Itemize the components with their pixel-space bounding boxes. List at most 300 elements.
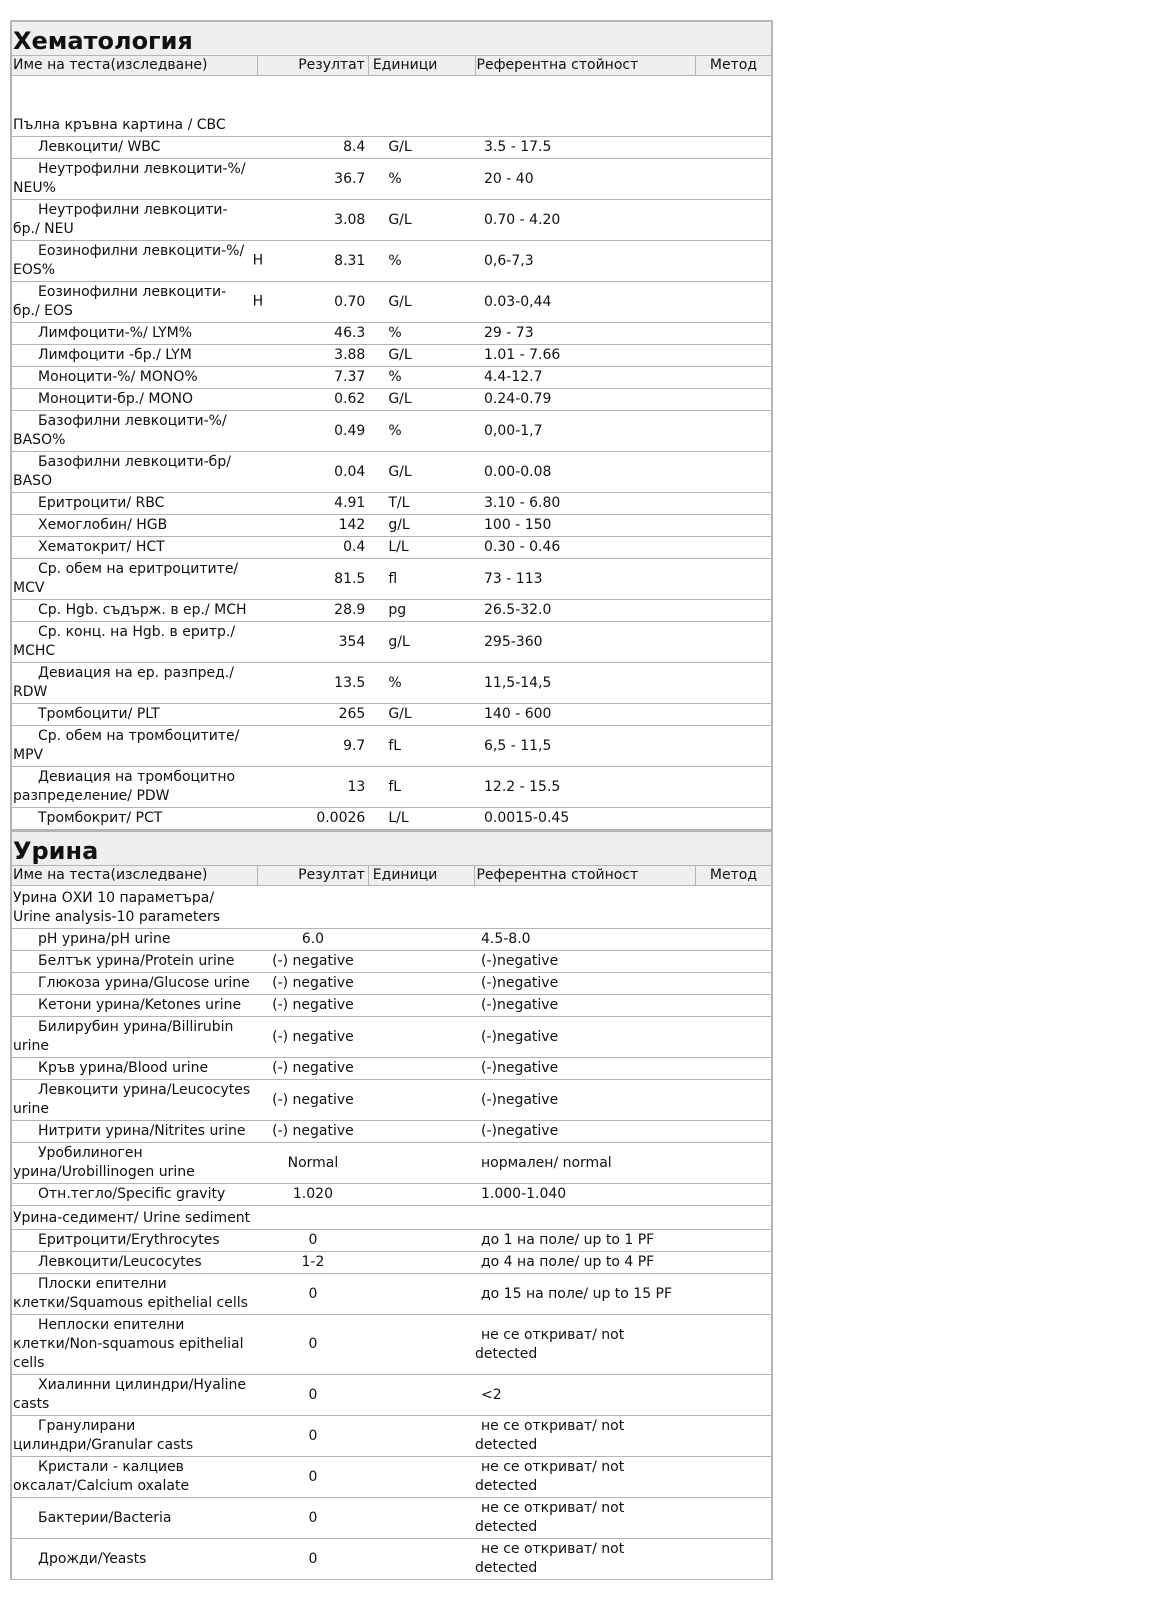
unit-value — [368, 1230, 475, 1252]
result-value: 0 — [258, 1416, 369, 1457]
reference-range: 0.30 - 0.46 — [475, 537, 695, 559]
result-text: 4.91 — [334, 495, 366, 511]
result-value — [258, 452, 369, 493]
unit-value: G/L — [368, 389, 475, 411]
result-value: 6.0 — [258, 929, 369, 951]
test-name — [11, 1121, 258, 1143]
unit-value — [368, 1416, 475, 1457]
result-value: (-) negative — [258, 1080, 369, 1121]
test-name-line: MCV — [13, 580, 45, 596]
reference-range: 73 - 113 — [475, 559, 695, 600]
test-name — [11, 622, 258, 663]
reference-range: 3.5 - 17.5 — [475, 137, 695, 159]
test-name — [11, 995, 258, 1017]
unit-value: G/L — [368, 200, 475, 241]
method-value — [695, 951, 772, 973]
result-text: 28.9 — [334, 602, 366, 618]
test-name — [11, 367, 258, 389]
col-header-units: Единици — [368, 56, 475, 76]
col-header-result: Резултат — [258, 866, 369, 886]
result-text: 0.4 — [343, 539, 366, 555]
test-name-line: Неплоски епителни — [38, 1317, 185, 1333]
group-label-line1: Урина ОХИ 10 параметъра/ — [13, 890, 215, 906]
result-text: 36.7 — [334, 170, 366, 187]
result-value: 0 — [258, 1274, 369, 1315]
reference-range — [475, 1017, 695, 1058]
method-value — [695, 323, 772, 345]
abnormal-flag: H — [252, 293, 264, 310]
table-row — [11, 282, 772, 323]
test-name-line: cells — [13, 1355, 45, 1371]
test-name-line: урина/Urobillinogen urine — [13, 1164, 195, 1180]
test-name — [11, 323, 258, 345]
unit-value: g/L — [368, 622, 475, 663]
unit-value: G/L — [368, 452, 475, 493]
result-value — [258, 137, 369, 159]
table-row — [11, 389, 772, 411]
test-name — [11, 808, 258, 830]
test-name — [11, 726, 258, 767]
col-header-name: Име на теста(изследване) — [11, 56, 258, 76]
test-name-line: Ср. Hgb. съдърж. в ер./ MCH — [38, 602, 247, 618]
reference-line: (-)negative — [480, 1028, 559, 1045]
test-name-line: Кръв урина/Blood urine — [38, 1060, 209, 1076]
test-name-line: Базофилни левкоцити-%/ — [38, 413, 227, 429]
reference-range — [475, 1375, 695, 1416]
test-name-line: Глюкоза урина/Glucose urine — [38, 975, 250, 991]
method-value — [695, 767, 772, 808]
test-name-line: Неутрофилни левкоцити- — [38, 202, 228, 218]
test-name — [11, 951, 258, 973]
reference-range — [475, 995, 695, 1017]
reference-range: 3.10 - 6.80 — [475, 493, 695, 515]
unit-value: % — [368, 367, 475, 389]
result-value — [258, 808, 369, 830]
reference-range — [475, 1457, 695, 1498]
reference-line: detected — [474, 1437, 538, 1453]
test-name-line: Белтък урина/Protein urine — [38, 953, 235, 969]
table-row — [11, 1539, 772, 1580]
group-label-line2: Urine analysis-10 parameters — [13, 909, 221, 925]
test-name — [11, 1184, 258, 1206]
table-row — [11, 323, 772, 345]
hematology-table — [10, 20, 773, 830]
method-value — [695, 1416, 772, 1457]
test-name — [11, 767, 258, 808]
test-name-line: Хемоглобин/ HGB — [38, 517, 168, 533]
reference-range: 29 - 73 — [475, 323, 695, 345]
result-text: 0.0026 — [316, 810, 366, 826]
table-row — [11, 537, 772, 559]
result-value: 1-2 — [258, 1252, 369, 1274]
reference-range — [475, 1230, 695, 1252]
unit-value: G/L — [368, 137, 475, 159]
test-name — [11, 1017, 258, 1058]
reference-line: до 4 на поле/ up to 4 PF — [480, 1254, 655, 1270]
column-header-row — [11, 56, 772, 76]
test-name — [11, 1498, 258, 1539]
table-row — [11, 367, 772, 389]
result-value — [252, 282, 369, 323]
test-name — [11, 241, 258, 282]
table-row — [11, 411, 772, 452]
test-name-line: Нитрити урина/Nitrites urine — [38, 1123, 246, 1139]
test-name-line: Тромбокрит/ PCT — [38, 810, 163, 826]
test-name — [11, 345, 258, 367]
test-name-line: urine — [13, 1101, 50, 1117]
result-value — [258, 367, 369, 389]
test-name — [11, 1230, 258, 1252]
reference-range: 0.0015-0.45 — [475, 808, 695, 830]
table-row — [11, 1457, 772, 1498]
result-value: (-) negative — [258, 951, 369, 973]
table-row — [11, 929, 772, 951]
reference-range — [475, 1252, 695, 1274]
reference-range: 0,6-7,3 — [475, 241, 695, 282]
test-name — [11, 411, 258, 452]
result-text: 0.04 — [334, 463, 366, 480]
method-value — [695, 995, 772, 1017]
col-header-method: Метод — [695, 56, 772, 76]
test-name-line: Девиация на тромбоцитно — [38, 769, 236, 785]
test-name-line: Еозинофилни левкоцити-%/ — [38, 243, 245, 259]
test-name-line: Бактерии/Bacteria — [38, 1509, 172, 1526]
column-header-row — [11, 866, 772, 886]
result-value — [258, 559, 369, 600]
result-value — [258, 200, 369, 241]
reference-range — [475, 1498, 695, 1539]
reference-range — [475, 929, 695, 951]
table-row — [11, 600, 772, 622]
test-name-line: Ср. обем на тромбоцитите/ — [38, 728, 240, 744]
result-value: 0 — [258, 1315, 369, 1375]
test-name-line: бр./ NEU — [13, 221, 74, 237]
test-name-line: casts — [13, 1396, 50, 1412]
table-row — [11, 493, 772, 515]
col-header-units: Единици — [368, 866, 475, 886]
result-value — [258, 704, 369, 726]
method-value — [695, 1230, 772, 1252]
table-row — [11, 1375, 772, 1416]
method-value — [695, 1143, 772, 1184]
test-name-line: Билирубин урина/Billirubin — [38, 1019, 234, 1035]
result-value: (-) negative — [258, 1058, 369, 1080]
method-value — [695, 452, 772, 493]
result-text: 46.3 — [334, 325, 366, 341]
result-value: (-) negative — [258, 995, 369, 1017]
method-value — [695, 704, 772, 726]
reference-line: detected — [474, 1519, 538, 1535]
method-value — [695, 493, 772, 515]
reference-line: detected — [474, 1478, 538, 1494]
reference-line: <2 — [480, 1386, 502, 1403]
result-value — [258, 515, 369, 537]
test-name — [11, 559, 258, 600]
result-value — [258, 537, 369, 559]
unit-value — [368, 1274, 475, 1315]
result-value: 1.020 — [258, 1184, 369, 1206]
result-value: 0 — [258, 1539, 369, 1580]
col-header-reference: Референтна стойност — [475, 866, 695, 886]
result-value — [258, 159, 369, 200]
unit-value — [368, 1080, 475, 1121]
test-name — [11, 159, 258, 200]
result-text: 13 — [347, 778, 366, 795]
unit-value: % — [368, 663, 475, 704]
unit-value — [368, 1457, 475, 1498]
test-name — [11, 537, 258, 559]
unit-value: g/L — [368, 515, 475, 537]
group-label: Урина-седимент/ Urine sediment — [11, 1206, 772, 1230]
result-value — [258, 622, 369, 663]
method-value — [695, 1080, 772, 1121]
reference-range: 0.70 - 4.20 — [475, 200, 695, 241]
reference-line: 4.5-8.0 — [480, 931, 531, 947]
table-row — [11, 767, 772, 808]
test-name-line: urine — [13, 1038, 50, 1054]
test-name — [11, 1080, 258, 1121]
table-row — [11, 1230, 772, 1252]
reference-line: detected — [474, 1345, 538, 1362]
result-text: 0.62 — [334, 391, 366, 407]
method-value — [695, 241, 772, 282]
table-row — [11, 1121, 772, 1143]
method-value — [695, 929, 772, 951]
table-row — [11, 663, 772, 704]
test-name-line: Неутрофилни левкоцити-%/ — [38, 161, 246, 177]
test-name — [11, 663, 258, 704]
test-name — [11, 137, 258, 159]
test-name-line: Еритроцити/Erythrocytes — [38, 1232, 220, 1248]
group-row — [11, 76, 772, 137]
unit-value: fl — [368, 559, 475, 600]
unit-value: G/L — [368, 704, 475, 726]
unit-value: T/L — [368, 493, 475, 515]
result-value — [258, 389, 369, 411]
result-text: 142 — [338, 517, 366, 533]
method-value — [695, 1017, 772, 1058]
reference-line: 1.000-1.040 — [480, 1186, 567, 1202]
table-row — [11, 241, 772, 282]
reference-range: 0.03-0,44 — [475, 282, 695, 323]
method-value — [695, 1274, 772, 1315]
unit-value — [368, 1184, 475, 1206]
result-text: 7.37 — [334, 369, 366, 385]
reference-range — [475, 1274, 695, 1315]
table-row — [11, 973, 772, 995]
result-value: 0 — [258, 1498, 369, 1539]
unit-value: G/L — [368, 345, 475, 367]
test-name-line: Базофилни левкоцити-бр/ — [38, 454, 231, 470]
table-row — [11, 808, 772, 830]
table-row — [11, 559, 772, 600]
reference-range: 4.4-12.7 — [475, 367, 695, 389]
table-row — [11, 1498, 772, 1539]
test-name-line: Гранулирани — [38, 1418, 136, 1434]
test-name-line: Уробилиноген — [38, 1145, 143, 1161]
unit-value: % — [368, 323, 475, 345]
reference-range: 0,00-1,7 — [475, 411, 695, 452]
reference-range — [475, 1416, 695, 1457]
test-name-line: цилиндри/Granular casts — [13, 1437, 194, 1453]
test-name-line: оксалат/Calcium oxalate — [13, 1478, 190, 1494]
reference-line: (-)negative — [480, 953, 559, 969]
result-value — [258, 663, 369, 704]
result-text: 8.31 — [334, 252, 366, 269]
table-row — [11, 1080, 772, 1121]
unit-value: fL — [368, 767, 475, 808]
test-name — [11, 452, 258, 493]
method-value — [695, 537, 772, 559]
test-name-line: Лимфоцити -бр./ LYM — [38, 347, 192, 363]
table-row — [11, 137, 772, 159]
unit-value — [368, 1315, 475, 1375]
method-value — [695, 1539, 772, 1580]
reference-range: 12.2 - 15.5 — [475, 767, 695, 808]
reference-range: 6,5 - 11,5 — [475, 726, 695, 767]
unit-value: % — [368, 411, 475, 452]
table-row — [11, 345, 772, 367]
test-name — [11, 1315, 258, 1375]
method-value — [695, 1315, 772, 1375]
table-row — [11, 726, 772, 767]
test-name — [11, 515, 258, 537]
test-name-line: клетки/Squamous epithelial cells — [13, 1295, 248, 1311]
method-value — [695, 1184, 772, 1206]
result-value — [258, 600, 369, 622]
reference-range — [475, 1184, 695, 1206]
unit-value: % — [368, 241, 475, 282]
reference-range: 26.5-32.0 — [475, 600, 695, 622]
reference-line: до 15 на поле/ up to 15 PF — [480, 1285, 673, 1302]
test-name — [11, 600, 258, 622]
method-value — [695, 1498, 772, 1539]
lab-report — [10, 20, 773, 1580]
method-value — [695, 1121, 772, 1143]
result-value — [258, 323, 369, 345]
reference-range: 1.01 - 7.66 — [475, 345, 695, 367]
result-text: 8.4 — [343, 139, 366, 155]
table-row — [11, 1058, 772, 1080]
unit-value — [368, 1252, 475, 1274]
test-name-line: Лимфоцити-%/ LYM% — [38, 325, 192, 341]
reference-range — [475, 1080, 695, 1121]
reference-range — [475, 951, 695, 973]
test-name-line: Хиалинни цилиндри/Hyaline — [38, 1377, 247, 1393]
test-name — [11, 1375, 258, 1416]
reference-range: 11,5-14,5 — [475, 663, 695, 704]
group-label: Пълна кръвна картина / CBC — [11, 76, 772, 137]
unit-value — [368, 1143, 475, 1184]
table-row — [11, 452, 772, 493]
result-value — [258, 345, 369, 367]
result-text: 354 — [338, 633, 366, 650]
test-name — [11, 1416, 258, 1457]
group-label — [11, 886, 772, 929]
test-name — [11, 1539, 258, 1580]
unit-value — [368, 1058, 475, 1080]
test-name-line: Тромбоцити/ PLT — [38, 706, 160, 722]
table-row — [11, 1274, 772, 1315]
result-value: 0 — [258, 1375, 369, 1416]
table-row — [11, 1315, 772, 1375]
method-value — [695, 200, 772, 241]
method-value — [695, 1375, 772, 1416]
col-header-name: Име на теста(изследване) — [11, 866, 258, 886]
test-name — [11, 1457, 258, 1498]
test-name-line: Плоски епителни — [38, 1276, 167, 1292]
method-value — [695, 808, 772, 830]
method-value — [695, 1252, 772, 1274]
test-name-line: pH урина/pH urine — [38, 931, 171, 947]
method-value — [695, 726, 772, 767]
unit-value: % — [368, 159, 475, 200]
method-value — [695, 622, 772, 663]
test-name — [11, 973, 258, 995]
table-row — [11, 1017, 772, 1058]
result-value: (-) negative — [258, 973, 369, 995]
reference-range — [475, 1058, 695, 1080]
test-name-line: Кристали - калциев — [38, 1459, 184, 1475]
test-name — [11, 493, 258, 515]
method-value — [695, 1058, 772, 1080]
test-name-line: MPV — [13, 747, 44, 763]
result-text: 0.70 — [334, 293, 366, 310]
table-row — [11, 951, 772, 973]
result-value: 0 — [258, 1230, 369, 1252]
result-value: Normal — [258, 1143, 369, 1184]
unit-value: G/L — [368, 282, 475, 323]
unit-value — [368, 951, 475, 973]
reference-line: (-)negative — [480, 975, 559, 991]
test-name — [11, 1252, 258, 1274]
result-value — [258, 411, 369, 452]
method-value — [695, 600, 772, 622]
test-name — [11, 389, 258, 411]
table-row — [11, 515, 772, 537]
unit-value: fL — [368, 726, 475, 767]
test-name — [11, 200, 258, 241]
test-name-line: Моноцити-%/ MONO% — [38, 369, 198, 385]
reference-line: до 1 на поле/ up to 1 PF — [480, 1232, 655, 1248]
result-text: 3.08 — [334, 211, 366, 228]
section-title: Урина — [11, 831, 772, 866]
result-text: 13.5 — [334, 674, 366, 691]
test-name — [11, 1143, 258, 1184]
method-value — [695, 345, 772, 367]
reference-range — [475, 1315, 695, 1375]
result-value — [258, 726, 369, 767]
unit-value — [368, 1498, 475, 1539]
test-name-line: EOS% — [13, 262, 56, 278]
table-row — [11, 995, 772, 1017]
reference-line: (-)negative — [480, 997, 559, 1013]
result-text: 3.88 — [334, 347, 366, 363]
method-value — [695, 411, 772, 452]
test-name-line: Хематокрит/ HCT — [38, 539, 165, 555]
reference-range: 140 - 600 — [475, 704, 695, 726]
test-name-line: Отн.тегло/Specific gravity — [38, 1186, 226, 1202]
result-value: 0 — [258, 1457, 369, 1498]
unit-value: L/L — [368, 537, 475, 559]
reference-line: не се откриват/ not — [480, 1418, 625, 1434]
result-value — [258, 493, 369, 515]
col-header-result: Резултат — [258, 56, 369, 76]
reference-line: (-)negative — [480, 1060, 559, 1076]
section-title: Хематология — [11, 21, 772, 56]
unit-value — [368, 1539, 475, 1580]
test-name-line: клетки/Non-squamous epithelial — [13, 1336, 244, 1352]
